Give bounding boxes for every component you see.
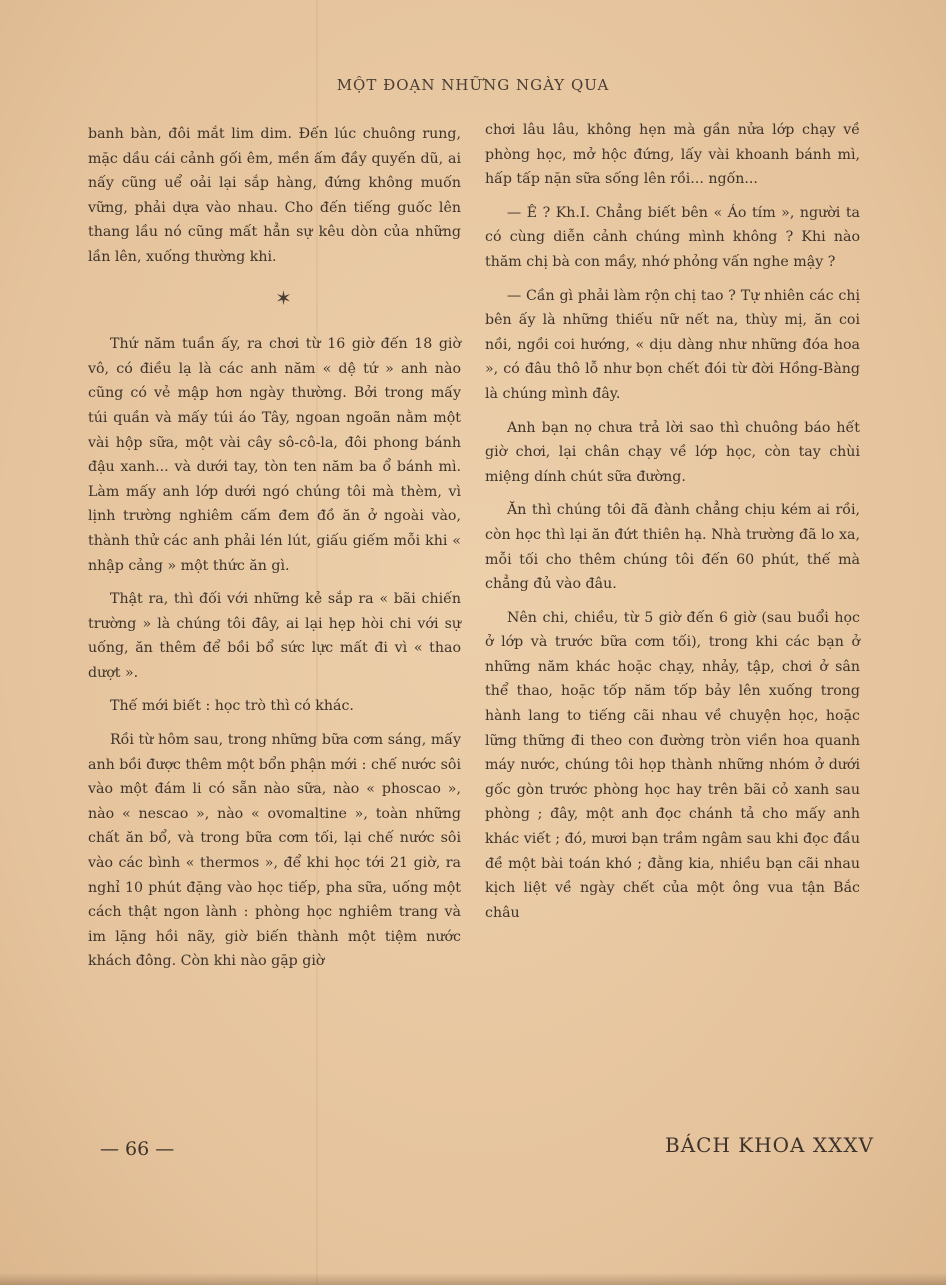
- left-column: [88, 122, 461, 983]
- running-title: MỘT ĐOẠN NHỮNG NGÀY QUA: [336, 76, 610, 94]
- paragraph: Thứ năm tuần ấy, ra chơi từ 16 giờ đến 18 giờ vô, có điều lạ là các anh năm « dệ tứ » anh nào cũng có vẻ mập hơn ngày thường. Bởi trong mấy túi quần và mấy túi áo Tây, ngoan ngoãn nằm một vài hộp sữa, một vài cây sô-cô-la, đôi phong bánh đậu xanh... và dưới tay, tòn ten năm ba ổ bánh mì. Làm mấy anh lớp dưới ngó chúng tôi mà thèm, vì lịnh trường nghiêm cấm đem đồ ăn ở ngoài vào, thành thử các anh phải lén lút, giấu giếm mỗi khi « nhập cảng » một thức ăn gì.: [88, 336, 461, 574]
- paragraph: Anh bạn nọ chưa trả lời sao thì chuông báo hết giờ chơi, lại chân chạy về lớp học, còn tay chùi miệng dính chút sữa đường.: [485, 419, 860, 485]
- paragraph: Thế mới biết : học trò thì có khác.: [110, 698, 354, 715]
- paragraph: — Cần gì phải làm rộn chị tao ? Tự nhiên các chị bên ấy là những thiếu nữ nết na, thùy mị, ăn coi nồi, ngồi coi hướng, « dịu dàng như những đóa hoa », có đâu thô lỗ như bọn chết đói từ đời Hồng-Bàng là chúng mình đây.: [485, 287, 860, 402]
- page-number: — 66 —: [100, 1138, 175, 1160]
- magazine-name: BÁCH KHOA XXXV: [665, 1133, 874, 1157]
- paragraph: Ăn thì chúng tôi đã đành chẳng chịu kém ai rồi, còn học thì lại ăn đứt thiên hạ. Nhà trường đã lo xa, mỗi tối cho thêm chúng tôi đến 60 phút, thế mà chẳng đủ vào đâu.: [485, 502, 860, 593]
- right-column: [485, 118, 860, 934]
- paragraph: — Ê ? Kh.I. Chẳng biết bên « Áo tím », người ta có cùng diễn cảnh chúng mình không ? Khi nào thăm chị bà con mầy, nhớ phỏng vấn nghe mậy ?: [485, 204, 860, 270]
- paragraph: banh bàn, đôi mắt lim dim. Đến lúc chuông rung, mặc dầu cái cảnh gối êm, mền ấm đầy quyến dũ, ai nấy cũng uể oải lại sắp hàng, đứng không muốn vững, phải dựa vào nhau. Cho đến tiếng guốc lên thang lầu nó cũng mất hẳn sự kêu dòn của những lần lên, xuống thường khi.: [88, 126, 461, 265]
- page-edge-shadow: [0, 1273, 946, 1285]
- paragraph: Thật ra, thì đối với những kẻ sắp ra « bãi chiến trường » là chúng tôi đây, ai lại hẹp hòi chi với sự uống, ăn thêm để bồi bổ sức lực mất đi vì « thao dượt ».: [88, 591, 461, 681]
- paragraph: chơi lâu lâu, không hẹn mà gần nửa lớp chạy về phòng học, mở hộc đứng, lấy vài khoanh bánh mì, hấp tấp nặn sữa sống lên rồi... ngốn...: [485, 122, 860, 188]
- paragraph: Rồi từ hôm sau, trong những bữa cơm sáng, mấy anh bồi được thêm một bổn phận mới : chế nước sôi vào một đám li có sẵn nào sữa, nào « phoscao », nào « nescao », nào « ovomaltine », toàn những chất ăn bổ, và trong bữa cơm tối, lại chế nước sôi vào các bình « thermos », để khi học tới 21 giờ, ra nghỉ 10 phút đặng vào học tiếp, pha sữa, uống một cách thật ngon lành : phòng học nghiêm trang và im lặng hồi nãy, giờ biến thành một tiệm nước khách đông. Còn khi nào gặp giờ: [88, 732, 461, 970]
- paragraph: Nên chi, chiều, từ 5 giờ đến 6 giờ (sau buổi học ở lớp và trước bữa cơm tối), trong khi các bạn ở những năm khác hoặc chạy, nhảy, tập, chơi ở sân thể thao, hoặc tốp năm tốp bảy lên xuống trong hành lang to tiếng cãi nhau về chuyện học, hoặc lững thững đi theo con đường tròn viền hoa quanh máy nước, chúng tôi họp thành những nhóm ở dưới gốc gòn trước phòng học hay trên bãi cỏ xanh sau phòng ; đây, một anh đọc chánh tả cho mấy anh khác viết ; đó, mươi bạn trầm ngâm sau khi đọc đầu đề một bài toán khó ; đằng kia, nhiều bạn cãi nhau kịch liệt về ngày chết của một ông vua tận Bắc châu: [485, 609, 860, 921]
- section-separator-icon: ✶: [275, 285, 292, 310]
